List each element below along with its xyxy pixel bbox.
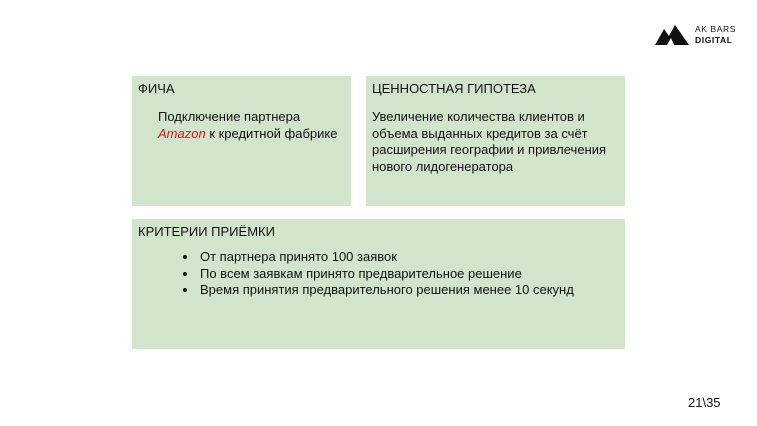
logo (655, 24, 736, 46)
feature-text-before: Подключение партнера (158, 109, 301, 124)
value-hypothesis-card (366, 76, 625, 206)
logo-line-1: AK BARS (695, 24, 737, 34)
value-hypothesis-description: Увеличение количества клиентов и объема выданных кредитов за счёт расширения географии и привлечения нового лидогенератора (372, 109, 607, 174)
logo-text (695, 24, 736, 46)
acceptance-criteria-title: КРИТЕРИИ ПРИЁМКИ (138, 224, 275, 239)
value-hypothesis-title: ЦЕННОСТНАЯ ГИПОТЕЗА (372, 81, 536, 96)
acceptance-criteria-card (132, 219, 625, 349)
list-item: • По всем заявкам принято предварительное решение (198, 266, 638, 283)
acceptance-criteria-list (180, 249, 638, 299)
list-item: • От партнера принято 100 заявок (198, 249, 638, 266)
page-number: 21\35 (688, 395, 721, 410)
feature-text-after: к кредитной фабрике (205, 125, 338, 141)
feature-description (158, 109, 343, 142)
ak-bars-mountain-icon (655, 24, 689, 46)
feature-card (132, 76, 351, 206)
feature-title: ФИЧА (138, 81, 175, 96)
partner-name: Amazon (158, 125, 206, 141)
logo-line-2: DIGITAL (695, 35, 733, 45)
list-item: • Время принятия предварительного решения менее 10 секунд (198, 282, 638, 299)
